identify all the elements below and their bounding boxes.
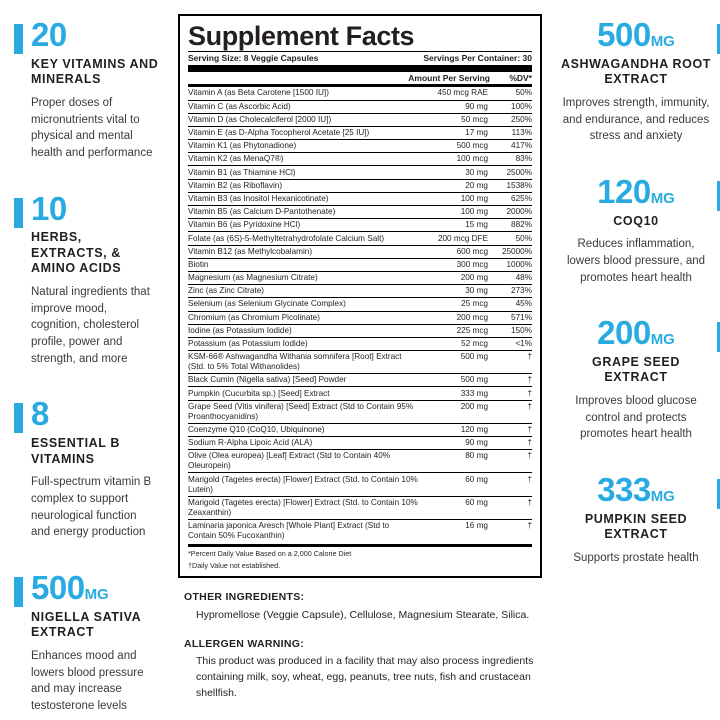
supplement-facts-panel [178, 14, 542, 578]
feature-description: Supports prostate health [573, 551, 699, 564]
nutrient-name: Sodium R-Alpha Lipoic Acid (ALA) [188, 437, 418, 450]
table-row [188, 245, 532, 258]
nutrient-amount: 50 mcg [418, 113, 488, 126]
nutrient-name: Olive (Olea europea) [Leaf] Extract (Std to Contain 40% Oleuropein) [188, 450, 418, 473]
nutrient-daily-value: 150% [488, 324, 532, 337]
feature-description: Natural ingredients that improve mood, cognition, cholesterol profile, power and strength, and more [31, 286, 150, 365]
nutrient-daily-value: † [488, 473, 532, 496]
nutrient-daily-value: 48% [488, 271, 532, 284]
feature-title: NIGELLA SATIVA EXTRACT [31, 609, 141, 640]
feature-number: 20 [31, 16, 67, 53]
table-row [188, 374, 532, 387]
nutrient-name: Pumpkin (Cucurbita sp.) [Seed] Extract [188, 387, 418, 400]
nutrient-name: Vitamin D (as Cholecalciferol [2000 IU]) [188, 113, 418, 126]
nutrient-daily-value: 50% [488, 87, 532, 100]
nutrient-daily-value: † [488, 387, 532, 400]
table-row [188, 140, 532, 153]
amount-header-row [188, 72, 532, 84]
nutrient-amount: 200 mcg [418, 311, 488, 324]
table-row [188, 285, 532, 298]
other-ingredients-heading: OTHER INGREDIENTS: [184, 591, 305, 604]
nutrient-name: Coenzyme Q10 (CoQ10, Ubiquinone) [188, 423, 418, 436]
nutrient-amount: 500 mcg [418, 140, 488, 153]
nutrient-amount: 17 mg [418, 126, 488, 139]
table-row [188, 387, 532, 400]
nutrient-amount: 200 mg [418, 271, 488, 284]
table-row [188, 126, 532, 139]
table-row [188, 271, 532, 284]
nutrient-daily-value: † [488, 351, 532, 374]
supplement-facts-center [170, 0, 550, 720]
table-row [188, 100, 532, 113]
allergen-warning-body: This product was produced in a facility that may also process ingredients containing milk, soy, wheat, egg, peanuts, tree nuts, fish and crustacean shellfish. [196, 655, 534, 699]
table-row [188, 311, 532, 324]
nutrient-amount: 60 mg [418, 496, 488, 519]
feature-number: 500MG [597, 16, 675, 53]
nutrient-amount: 25 mcg [418, 298, 488, 311]
table-row [188, 192, 532, 205]
table-row [188, 232, 532, 245]
nutrient-amount: 60 mg [418, 473, 488, 496]
nutrient-amount: 15 mg [418, 219, 488, 232]
serving-size: Serving Size: 8 Veggie Capsules [188, 53, 319, 64]
accent-bar-icon [14, 403, 23, 433]
table-row [188, 496, 532, 519]
feature-herbs-extracts [14, 189, 160, 368]
nutrient-amount: 90 mg [418, 437, 488, 450]
nutrient-name: Vitamin K2 (as MenaQ7®) [188, 153, 418, 166]
nutrient-daily-value: 1000% [488, 258, 532, 271]
feature-key-vitamins [14, 18, 160, 162]
feature-title: HERBS, EXTRACTS, & AMINO ACIDS [31, 230, 122, 276]
nutrient-daily-value: <1% [488, 337, 532, 350]
table-row [188, 519, 532, 542]
feature-description: Reduces inflammation, lowers blood pressure, and promotes heart health [566, 238, 706, 284]
nutrient-name: Potassium (as Potassium Iodide) [188, 337, 418, 350]
table-row [188, 473, 532, 496]
nutrient-name: Vitamin B12 (as Methylcobalamin) [188, 245, 418, 258]
feature-description: Enhances mood and lowers blood pressure and may increase testosterone levels [31, 649, 144, 712]
feature-title: GRAPE SEED EXTRACT [592, 354, 680, 385]
other-ingredients-section [178, 591, 542, 701]
serving-info-row [188, 52, 532, 65]
nutrient-amount: 225 mcg [418, 324, 488, 337]
nutrient-name: Vitamin B2 (as Riboflavin) [188, 179, 418, 192]
feature-pumpkin-seed [560, 473, 712, 567]
nutrient-amount: 200 mg [418, 400, 488, 423]
nutrient-daily-value: † [488, 400, 532, 423]
feature-title: ASHWAGANDHA ROOT EXTRACT [560, 56, 712, 87]
table-row [188, 324, 532, 337]
table-row [188, 437, 532, 450]
nutrient-daily-value: † [488, 450, 532, 473]
nutrient-name: Vitamin K1 (as Phytonadione) [188, 140, 418, 153]
feature-title: COQ10 [613, 213, 659, 228]
nutrient-amount: 100 mg [418, 206, 488, 219]
nutrient-table [188, 87, 532, 542]
feature-b-vitamins [14, 397, 160, 541]
nutrient-name: Magnesium (as Magnesium Citrate) [188, 271, 418, 284]
panel-title: Supplement Facts [188, 21, 415, 51]
nutrient-amount: 200 mcg DFE [418, 232, 488, 245]
table-row [188, 153, 532, 166]
feature-title: ESSENTIAL B VITAMINS [31, 436, 121, 466]
other-ingredients-body: Hypromellose (Veggie Capsule), Cellulose, Magnesium Stearate, Silica. [196, 609, 530, 622]
nutrient-name: Vitamin A (as Beta Carotene [1500 IU]) [188, 87, 418, 100]
nutrient-daily-value: 625% [488, 192, 532, 205]
nutrient-amount: 600 mcg [418, 245, 488, 258]
feature-number: 200MG [597, 314, 675, 352]
nutrient-amount: 100 mg [418, 192, 488, 205]
nutrient-name: Vitamin B3 (as Inositol Hexanicotinate) [188, 192, 418, 205]
nutrient-name: Chromium (as Chromium Picolinate) [188, 311, 418, 324]
feature-grape-seed [560, 316, 712, 443]
table-row [188, 206, 532, 219]
nutrient-daily-value: 417% [488, 140, 532, 153]
nutrient-amount: 500 mg [418, 351, 488, 374]
table-row [188, 337, 532, 350]
left-feature-column [0, 0, 170, 720]
footnote-daily-value: *Percent Daily Value Based on a 2,000 Calorie Diet [188, 548, 352, 558]
nutrient-daily-value: 882% [488, 219, 532, 232]
nutrient-name: Black Cumin (Nigella sativa) [Seed] Powder [188, 374, 418, 387]
feature-title: KEY VITAMINS AND MINERALS [31, 56, 159, 87]
nutrient-name: Zinc (as Zinc Citrate) [188, 285, 418, 298]
nutrient-amount: 333 mg [418, 387, 488, 400]
nutrient-amount: 100 mcg [418, 153, 488, 166]
nutrient-amount: 16 mg [465, 520, 488, 530]
table-row [188, 179, 532, 192]
accent-bar-icon [14, 198, 23, 228]
nutrient-amount: 300 mcg [418, 258, 488, 271]
nutrient-amount: 90 mg [418, 100, 488, 113]
nutrient-name: Marigold (Tagetes erecta) [Flower] Extract (Std. to Contain 10% Lutein) [188, 473, 418, 496]
table-row [188, 219, 532, 232]
accent-bar-icon [14, 24, 23, 54]
feature-description: Improves strength, immunity, and endurance, and reduces stress and anxiety [562, 96, 710, 143]
nutrient-name: Biotin [188, 258, 418, 271]
table-row [188, 87, 532, 100]
nutrient-amount: 450 mcg RAE [418, 87, 488, 100]
nutrient-daily-value: 273% [488, 285, 532, 298]
nutrient-daily-value: 2000% [488, 206, 532, 219]
nutrient-name: Vitamin E (as D-Alpha Tocopherol Acetate [25 IU]) [188, 126, 418, 139]
feature-number: 120MG [597, 172, 675, 210]
nutrient-name: Vitamin B5 (as Calcium D-Pantothenate) [188, 206, 418, 219]
nutrient-daily-value: 100% [488, 100, 532, 113]
amount-per-serving-header: Amount Per Serving [408, 73, 490, 84]
feature-description: Improves blood glucose control and protects promotes heart health [575, 395, 697, 441]
nutrient-daily-value: 50% [488, 232, 532, 245]
feature-number: 10 [31, 189, 67, 227]
footnote-dagger: †Daily Value not established. [188, 560, 281, 570]
nutrient-daily-value: 45% [488, 298, 532, 311]
feature-number: 8 [31, 395, 49, 433]
nutrient-name: Vitamin C (as Ascorbic Acid) [188, 100, 418, 113]
allergen-warning-heading: ALLERGEN WARNING: [184, 638, 305, 651]
table-row [188, 351, 532, 374]
nutrient-daily-value: † [488, 423, 532, 436]
nutrient-name: Laminaria japonica Aresch [Whole Plant] Extract (Std to Contain 50% Fucoxanthin) [188, 520, 390, 540]
nutrient-daily-value: 2500% [488, 166, 532, 179]
nutrient-daily-value: 571% [488, 311, 532, 324]
table-row [188, 298, 532, 311]
table-row [188, 113, 532, 126]
table-row [188, 423, 532, 436]
feature-coq10 [560, 172, 712, 286]
feature-description: Proper doses of micronutrients vital to physical and mental health and performance [31, 96, 153, 159]
right-feature-column [550, 0, 720, 720]
table-row [188, 400, 532, 423]
nutrient-daily-value: 83% [488, 153, 532, 166]
feature-number: 333MG [597, 471, 675, 509]
nutrient-name: Vitamin B6 (as Pyridoxine HCl) [188, 219, 418, 232]
servings-per-container: Servings Per Container: 30 [423, 53, 532, 64]
nutrient-name: Vitamin B1 (as Thiamine HCl) [188, 166, 418, 179]
nutrient-daily-value: 1538% [488, 179, 532, 192]
nutrient-daily-value: † [488, 374, 532, 387]
feature-description: Full-spectrum vitamin B complex to support neurological function and energy production [31, 476, 152, 539]
nutrient-amount: 20 mg [418, 179, 488, 192]
nutrient-name: Iodine (as Potassium Iodide) [188, 324, 418, 337]
table-row [188, 166, 532, 179]
nutrient-name: Selenium (as Selenium Glycinate Complex) [188, 298, 418, 311]
nutrient-amount: 30 mg [418, 285, 488, 298]
nutrient-daily-value: 25000% [488, 245, 532, 258]
nutrient-name: Grape Seed (Vitis vinifera) [Seed] Extract (Std to Contain 95% Proanthocyanidins) [188, 400, 418, 423]
nutrient-daily-value: † [488, 496, 532, 519]
nutrient-daily-value: 113% [488, 126, 532, 139]
feature-number: 500MG [31, 569, 109, 607]
table-row [188, 258, 532, 271]
nutrient-name: KSM-66® Ashwagandha Withania somnifera [Root] Extract (Std. to 5% Total Withanolides) [188, 351, 418, 374]
nutrient-amount: 30 mg [418, 166, 488, 179]
nutrient-name: Folate (as (6S)-5-Methyltetrahydrofolate Calcium Salt) [188, 232, 418, 245]
nutrient-amount: 120 mg [418, 423, 488, 436]
nutrient-name: Marigold (Tagetes erecta) [Flower] Extract (Std. to Contain 10% Zeaxanthin) [188, 496, 418, 519]
accent-bar-icon [14, 577, 23, 607]
nutrient-amount: 500 mg [418, 374, 488, 387]
nutrient-amount: 80 mg [418, 450, 488, 473]
nutrient-amount: 52 mcg [418, 337, 488, 350]
nutrient-daily-value: † [527, 520, 532, 530]
nutrient-daily-value: † [488, 437, 532, 450]
feature-nigella-sativa [14, 571, 160, 715]
feature-ashwagandha [560, 18, 712, 145]
feature-title: PUMPKIN SEED EXTRACT [584, 511, 688, 542]
table-row [188, 450, 532, 473]
nutrient-daily-value: 250% [488, 113, 532, 126]
dv-header: %DV* [509, 73, 532, 84]
